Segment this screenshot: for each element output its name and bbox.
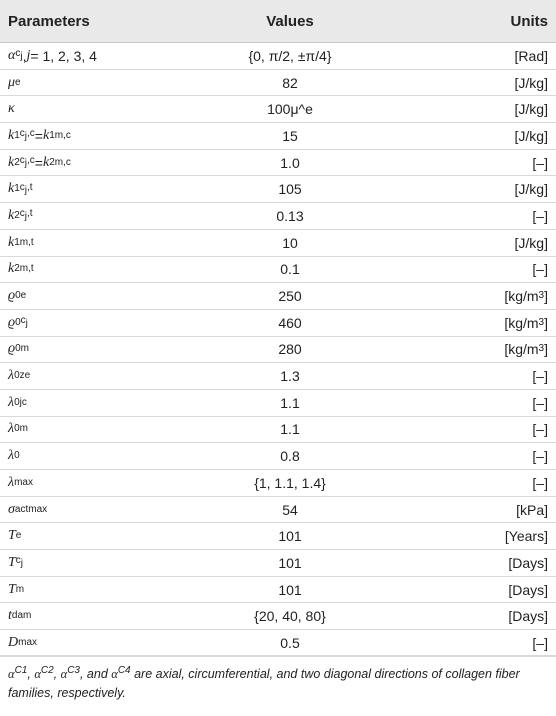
row-parameter: κ xyxy=(8,101,15,117)
row-value: 10 xyxy=(282,234,298,251)
table-row xyxy=(0,443,556,470)
row-parameter: k 2 m,t xyxy=(8,261,34,277)
table-row xyxy=(0,390,556,417)
header-parameters: Parameters xyxy=(8,12,90,30)
footnote-separator xyxy=(0,655,556,656)
row-unit: [Days] xyxy=(508,608,548,625)
table-row xyxy=(0,603,556,630)
row-value: 15 xyxy=(282,127,298,144)
row-parameter: k 2 $c_j,c$ = k 2 m,c xyxy=(8,154,71,171)
row-unit: [Days] xyxy=(508,554,548,571)
row-unit: [kg/m 3 ] xyxy=(504,288,548,305)
table-row xyxy=(0,523,556,550)
row-parameter: ϱ 0 e xyxy=(8,288,27,304)
row-unit: [J/kg] xyxy=(514,101,548,118)
row-unit: [J/kg] xyxy=(514,181,548,198)
table-row xyxy=(0,470,556,497)
row-unit: [–] xyxy=(532,261,548,278)
row-unit: [–] xyxy=(532,421,548,438)
row-unit: [kPa] xyxy=(516,501,548,518)
table-footnote: $\alpha^{C1}$, $\alpha^{C2}$, $\alpha^{C3}$, and $\alpha^{C4}$ are axial, circumferential, and two diagonal directions of collagen fiber families, respectively. xyxy=(8,664,520,700)
row-unit: [kg/m 3 ] xyxy=(504,314,548,331)
row-value: 54 xyxy=(282,501,298,518)
table-row xyxy=(0,43,556,70)
row-parameter: λ 0 xyxy=(8,448,20,464)
row-value: 460 xyxy=(278,314,302,331)
row-parameter: T e xyxy=(8,528,22,544)
row-value: 1.1 xyxy=(280,421,300,438)
row-unit: [Days] xyxy=(508,581,548,598)
row-parameter: D max xyxy=(8,634,38,650)
table-row xyxy=(0,550,556,577)
row-parameter: α $c_j$ , j = 1, 2, 3, 4 xyxy=(8,47,97,64)
row-parameter: λ 0 m xyxy=(8,421,28,437)
row-parameter: μ e xyxy=(8,74,21,90)
row-parameter: λ 0j c xyxy=(8,394,27,410)
header-values: Values xyxy=(266,12,314,30)
table-row xyxy=(0,630,556,657)
row-parameter: ϱ 0 m xyxy=(8,341,30,357)
row-value: 0.8 xyxy=(280,448,300,465)
row-unit: [Rad] xyxy=(514,47,548,64)
row-parameter: λ 0z e xyxy=(8,368,31,384)
table-row xyxy=(0,283,556,310)
row-value: {0, π/2, ±π/4} xyxy=(248,47,332,64)
row-parameter: k 1 $c_j,t$ xyxy=(8,181,33,197)
row-unit: [–] xyxy=(532,207,548,224)
row-parameter: T m xyxy=(8,581,25,597)
table-row xyxy=(0,337,556,364)
header-units: Units xyxy=(510,12,548,30)
row-parameter: k 1 m,t xyxy=(8,234,34,250)
row-unit: [–] xyxy=(532,394,548,411)
table-row xyxy=(0,70,556,97)
row-value: 280 xyxy=(278,341,302,358)
row-value: 105 xyxy=(278,181,302,198)
row-unit: [kg/m 3 ] xyxy=(504,341,548,358)
row-parameter: σ actmax xyxy=(8,501,48,517)
table-row xyxy=(0,123,556,150)
table-row xyxy=(0,417,556,444)
row-value: 0.1 xyxy=(280,261,300,278)
row-value: {1, 1.1, 1.4} xyxy=(254,474,326,491)
table-row xyxy=(0,257,556,284)
row-unit: [–] xyxy=(532,474,548,491)
row-value: 1.1 xyxy=(280,394,300,411)
row-value: 1.0 xyxy=(280,154,300,171)
row-value: 250 xyxy=(278,288,302,305)
row-parameter: λ max xyxy=(8,474,33,490)
row-unit: [J/kg] xyxy=(514,74,548,91)
row-value: 0.5 xyxy=(280,634,300,651)
row-unit: [J/kg] xyxy=(514,127,548,144)
row-parameter: T $c_j$ xyxy=(8,554,24,570)
row-unit: [J/kg] xyxy=(514,234,548,251)
row-parameter: k 2 $c_j,t$ xyxy=(8,207,33,223)
row-unit: [–] xyxy=(532,448,548,465)
row-value: 101 xyxy=(278,554,302,571)
row-value: 101 xyxy=(278,581,302,598)
row-value: 82 xyxy=(282,74,298,91)
table-row xyxy=(0,203,556,230)
row-parameter: t dam xyxy=(8,608,32,624)
table-row xyxy=(0,96,556,123)
row-value: 1.3 xyxy=(280,368,300,385)
row-unit: [Years] xyxy=(504,528,548,545)
table-row xyxy=(0,230,556,257)
row-unit: [–] xyxy=(532,634,548,651)
row-value: 0.13 xyxy=(276,207,304,224)
row-unit: [–] xyxy=(532,368,548,385)
row-unit: [–] xyxy=(532,154,548,171)
table-row xyxy=(0,363,556,390)
table-row xyxy=(0,497,556,524)
row-value: 101 xyxy=(278,528,302,545)
table-row xyxy=(0,577,556,604)
row-parameter: k 1 $c_j,c$ = k 1 m,c xyxy=(8,127,71,144)
row-value: 100μ^e xyxy=(267,101,313,118)
table-row xyxy=(0,150,556,177)
table-header xyxy=(0,0,556,43)
table-row xyxy=(0,310,556,337)
table-row xyxy=(0,176,556,203)
row-value: {20, 40, 80} xyxy=(254,608,326,625)
row-parameter: ϱ 0 $c_j$ xyxy=(8,314,28,330)
